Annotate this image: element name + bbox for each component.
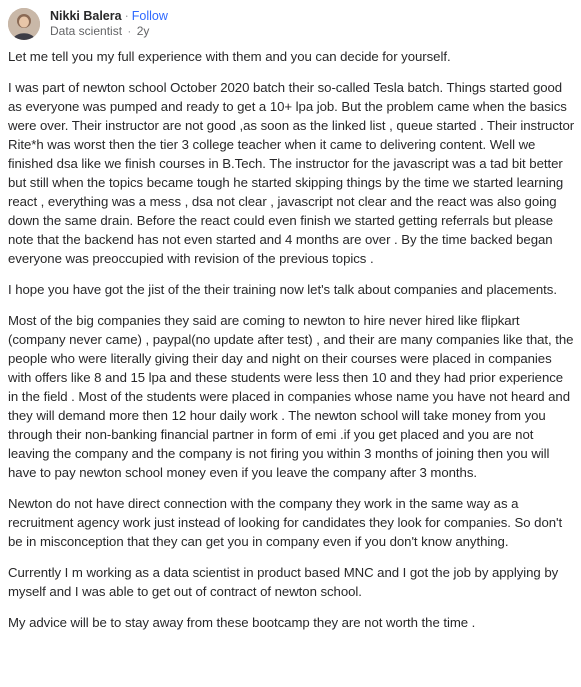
answer-paragraph: Newton do not have direct connection with the company they work in the same way as a recruitment agency work just instead of looking for candidates they look for companies. So don't be in misconception that they can get you in company even if you don't know anything. <box>8 496 563 549</box>
author-line <box>50 8 168 24</box>
answer-paragraph: Currently I m working as a data scientist in product based MNC and I got the job by applying by myself and I was able to get out of contract of newton school. <box>8 565 559 599</box>
separator-dot: · <box>124 9 129 23</box>
avatar[interactable] <box>8 8 40 40</box>
answer-paragraph: Let me tell you my full experience with them and you can decide for yourself. <box>8 49 451 64</box>
answer-header <box>8 0 575 40</box>
answer-paragraph: I hope you have got the jist of the their training now let's talk about companies and placements. <box>8 282 557 297</box>
author-credential[interactable]: Data scientist <box>50 24 123 38</box>
avatar-image <box>8 8 40 40</box>
author-credential-line <box>50 24 168 39</box>
answer-paragraph: I was part of newton school October 2020 batch their so-called Tesla batch. Things started good as everyone was pumped and ready to get a 10+ lpa job. But the problem came when the basics were over. Their instructor are not good ,as soon as the linked list , queue started . Their instructor Rite*h was worst then the tier 3 college teacher when it came to delivering content. Well we finished dsa like we finish courses in B.Tech. The instructor for the javascript was a tad bit better but still when the topics became tough he started skipping things by the time we started learning react , everything was a mess , dsa not clear , javascript not clear and the react was also going down the same drain. Before the react could even finish we started getting referrals but please note that the backend has not even started and 4 months are over . By the time backed began everyone was preoccupied with revision of the previous topics . <box>8 80 575 266</box>
author-meta <box>50 8 168 39</box>
answer-content <box>8 47 575 632</box>
answer-paragraph: My advice will be to stay away from these bootcamp they are not worth the time . <box>8 615 476 630</box>
answer-paragraph: Most of the big companies they said are coming to newton to hire never hired like flipkart (company never came) , paypal(no update after test) , and their are many companies like that, the people who were literally giving their day and night on their courses were placed in companies with offers like 8 and 15 lpa and these students were less then 10 and they had prior experience in the field . Most of the students were placed in companies whose name you have not heard and they will demand more then 12 hour daily work . The newton school will take money from you through their non-banking financial partner in form of emi .if you get placed and you are not leaving the company and the company is not firing you within 3 months of joining then you will have to pay newton school money even if you leave the company after 3 months. <box>8 313 574 480</box>
author-name[interactable]: Nikki Balera <box>50 9 122 23</box>
follow-button[interactable]: Follow <box>131 9 168 23</box>
answer-timestamp[interactable]: 2y <box>136 24 150 38</box>
separator-dot: · <box>127 24 132 38</box>
